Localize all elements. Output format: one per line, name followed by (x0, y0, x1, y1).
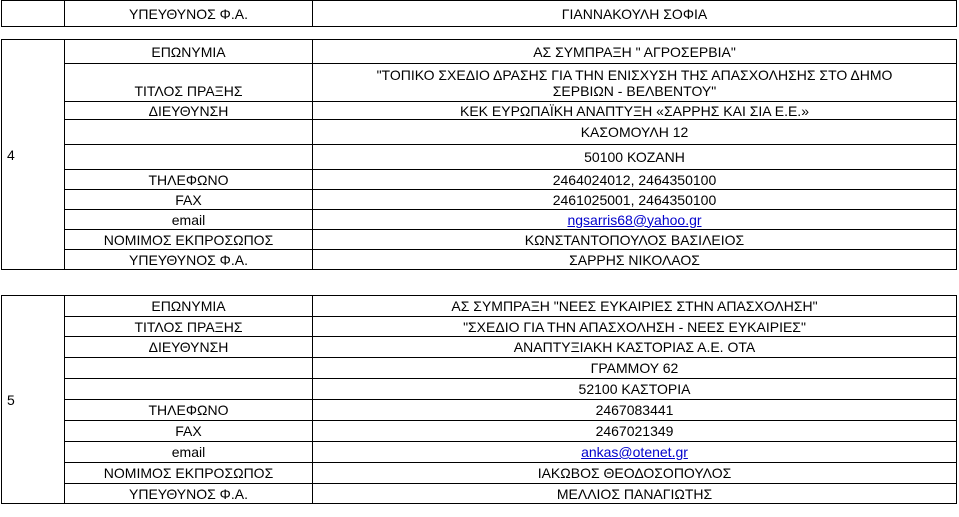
value-address-line1: ΚΕΚ ΕΥΡΩΠΑΪΚΗ ΑΝΑΠΤΥΞΗ «ΣΑΡΡΗΣ ΚΑΙ ΣΙΑ Ε.Ε.» (313, 102, 957, 120)
email-link[interactable]: ankas@otenet.gr (581, 444, 688, 460)
label-legal-rep: ΝΟΜΙΜΟΣ ΕΚΠΡΟΣΩΠΟΣ (65, 463, 313, 484)
value-responsible: ΓΙΑΝΝΑΚΟΥΛΗ ΣΟΦΙΑ (313, 1, 957, 27)
value-phone: 2464024012, 2464350100 (313, 170, 957, 190)
label-phone: ΤΗΛΕΦΩΝΟ (65, 170, 313, 190)
value-address-line3: 52100 ΚΑΣΤΟΡΙΑ (313, 379, 957, 400)
label-empty (65, 120, 313, 145)
record-4-table (1, 39, 957, 270)
value-responsible: ΜΕΛΛΙΟΣ ΠΑΝΑΓΙΩΤΗΣ (313, 484, 957, 504)
label-address: ΔΙΕΥΘΥΝΣΗ (65, 102, 313, 120)
label-responsible: ΥΠΕΥΘΥΝΟΣ Φ.Α. (65, 1, 313, 27)
label-name: ΕΠΩΝΥΜΙΑ (65, 296, 313, 317)
label-empty (65, 379, 313, 400)
value-address-line3: 50100 ΚΟΖΑΝΗ (313, 145, 957, 170)
value-legal-rep: ΙΑΚΩΒΟΣ ΘΕΟΔΟΣΟΠΟΥΛΟΣ (313, 463, 957, 484)
value-address-line1: ΑΝΑΠΤΥΞΙΑΚΗ ΚΑΣΤΟΡΙΑΣ Α.Ε. ΟΤΑ (313, 337, 957, 358)
label-responsible: ΥΠΕΥΘΥΝΟΣ Φ.Α. (65, 484, 313, 504)
label-empty (65, 358, 313, 379)
value-address-line2: ΚΑΣΟΜΟΥΛΗ 12 (313, 120, 957, 145)
label-fax: FAX (65, 421, 313, 442)
value-name: ΑΣ ΣΥΜΠΡΑΞΗ "ΝΕΕΣ ΕΥΚΑΙΡΙΕΣ ΣΤΗΝ ΑΠΑΣΧΟΛΗΣΗ" (313, 296, 957, 317)
top-continuation-table (1, 0, 957, 27)
value-title-line1: "ΤΟΠΙΚΟ ΣΧΕΔΙΟ ΔΡΑΣΗΣ ΓΙΑ ΤΗΝ ΕΝΙΣΧΥΣΗ ΤΗΣ ΑΠΑΣΧΟΛΗΣΗΣ ΣΤΟ ΔΗΜΟ (376, 66, 893, 83)
value-fax: 2467021349 (313, 421, 957, 442)
label-name: ΕΠΩΝΥΜΙΑ (65, 40, 313, 64)
label-empty (65, 145, 313, 170)
value-title-line2: ΣΕΡΒΙΩΝ - ΒΕΛΒΕΝΤΟΥ" (552, 82, 717, 99)
value-email (313, 442, 957, 463)
value-legal-rep: ΚΩΝΣΤΑΝΤΟΠΟΥΛΟΣ ΒΑΣΙΛΕΙΟΣ (313, 230, 957, 250)
label-title: ΤΙΤΛΟΣ ΠΡΑΞΗΣ (65, 64, 313, 102)
value-name: ΑΣ ΣΥΜΠΡΑΞΗ " ΑΓΡΟΣΕΡΒΙΑ" (313, 40, 957, 64)
label-responsible: ΥΠΕΥΘΥΝΟΣ Φ.Α. (65, 250, 313, 270)
label-phone: ΤΗΛΕΦΩΝΟ (65, 400, 313, 421)
label-legal-rep: ΝΟΜΙΜΟΣ ΕΚΠΡΟΣΩΠΟΣ (65, 230, 313, 250)
label-email: email (65, 210, 313, 230)
email-link[interactable]: ngsarris68@yahoo.gr (567, 211, 702, 228)
record-number: 4 (2, 40, 65, 270)
value-title: "ΣΧΕΔΙΟ ΓΙΑ ΤΗΝ ΑΠΑΣΧΟΛΗΣΗ - ΝΕΕΣ ΕΥΚΑΙΡΙΕΣ" (313, 317, 957, 337)
label-title: ΤΙΤΛΟΣ ΠΡΑΞΗΣ (65, 317, 313, 337)
label-address: ΔΙΕΥΘΥΝΣΗ (65, 337, 313, 358)
value-responsible: ΣΑΡΡΗΣ ΝΙΚΟΛΑΟΣ (313, 250, 957, 270)
value-address-line2: ΓΡΑΜΜΟΥ 62 (313, 358, 957, 379)
number-cell-empty (2, 1, 65, 27)
label-email: email (65, 442, 313, 463)
value-fax: 2461025001, 2464350100 (313, 190, 957, 210)
value-phone: 2467083441 (313, 400, 957, 421)
record-number: 5 (2, 296, 65, 504)
label-fax: FAX (65, 190, 313, 210)
value-title (313, 64, 957, 102)
record-5-table (1, 295, 957, 504)
value-email (313, 210, 957, 230)
